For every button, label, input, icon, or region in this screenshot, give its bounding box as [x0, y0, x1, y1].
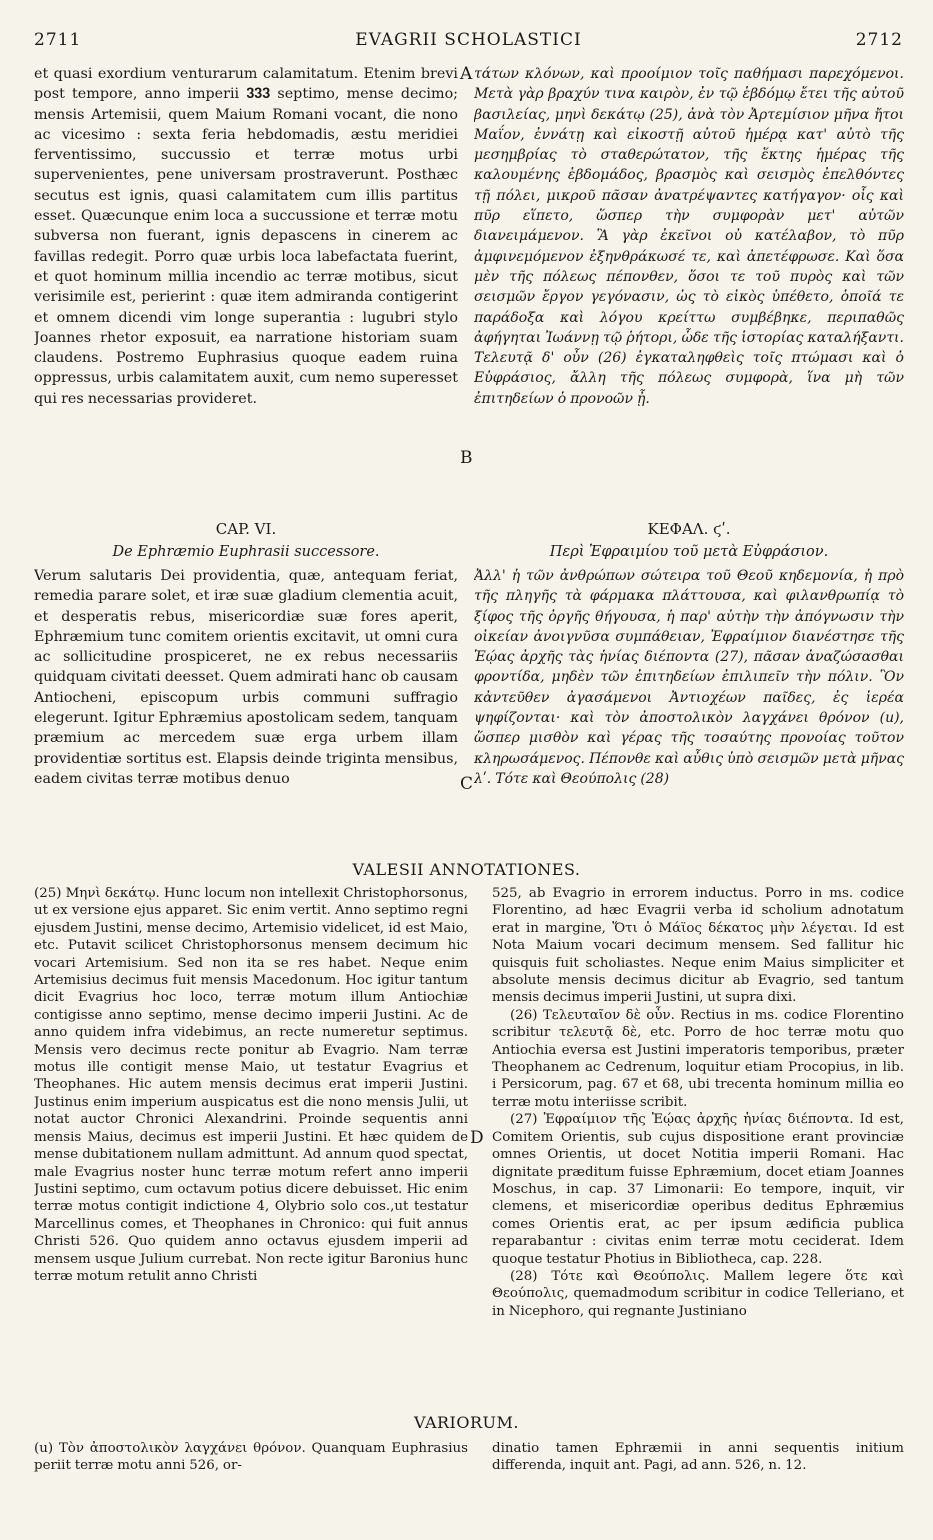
valesii-notes-left: (25) Μηνὶ δεκάτῳ. Hunc locum non intellexit Christophorsonus, ut ex versione ejus apparet. Sic enim vertit. Anno septimo regni ejusdem Justini, mense decimo, Artemisio videlicet, id est Maio, etc. Putavit scilicet Christophorsonus mensem decimum hic vocari Artemisium. Sed non ita se res habet. Neque enim Artemisius decimus fuit mensis Macedonum. Hoc igitur tantum dicit Evagrius hoc loco, terræ motum illum Antiochiæ contigisse anno septimo, mense decimo imperii Justini. Ac de anno quidem infra videbimus, an recte numeretur septimus. Mensis vero decimus recte ponitur ab Evagrio. Nam terræ motus ille contigit mense Maio, ut testatur Evagrius et Theophanes. Hic autem mensis decimus erat imperii Justini. Justinus enim imperium auspicatus est die nono mensis Julii, ut notat auctor Chronici Alexandrini. Proinde sequentis anni mensis Maius, decimus est imperii Justini. Et hæc quidem de mense dubitationem nullam admittunt. Ad annum quod spectat, male Evagrius noster hunc terræ motum refert anno imperii Justini septimo, cum octavum potius dicere debuisset. Hic enim terræ motus contigit indictione 4, Olybrio solo cos.,ut testatur Marcellinus comes, et Theophanes in Chronico: qui fuit annus Christi 526. Quo quidem anno octavus ejusdem imperii ad mensem usque Julium currebat. Non recte igitur Baronius hunc terræ motum retulit anno Christi	[34, 886, 468, 1284]
valesii-notes-right	[492, 885, 904, 1407]
right-page-number: 2712	[855, 30, 903, 50]
variorum-note-right: dinatio tamen Ephræmii in anni sequentis initium differenda, inquit ant. Pagi, ad ann. 526, n. 12.	[492, 1441, 904, 1474]
latin-chapter-subtitle: De Ephræmio Euphrasii successore.	[112, 544, 380, 560]
margin-letter-a: A	[460, 64, 473, 84]
note-25-continued: 525, ab Evagrio in errorem inductus. Porro in ms. codice Florentino, ad hæc Evagrii verba id scholium adnotatum erat in margine, Ὅτι ὁ Μάϊος δέκατος μὴν λέγεται. Id est Nota Maium vocari decimum mensem. Sed fallitur hic quisquis fuit scholiastes. Neque enim Maius simpliciter et absolute mensis decimus dicitur ab Evagrio, sed tantum mensis decimus imperii Justini, ut supra dixi.	[492, 886, 904, 1006]
margin-letter-b: B	[460, 448, 473, 468]
margin-letter-c: C	[460, 774, 474, 794]
margin-letter-d: D	[470, 1128, 484, 1148]
valesii-heading: VALESII ANNOTATIONES.	[352, 860, 581, 879]
greek-column-top: τάτων κλόνων, καὶ προοίμιον τοῖς παθήμασι παρεχόμενοι. Μετὰ γὰρ βραχύν τινα καιρὸν, ἐν τῷ ἑβδόμῳ ἔτει τῆς αὐτοῦ βασιλείας, μηνὶ δεκάτῳ (25), ἀνὰ τὸν Ἀρτεμίσιον μῆνα ἤτοι Μαΐον, ἐννάτῃ καὶ εἰκοστῇ αὐτοῦ ἡμέρᾳ κατ' αὐτὸ τῆς μεσημβρίας τὸ σταθερώτατον, τῆς ἕκτης ἡμέρας τῆς καλουμένης ἑβδομάδος, βρασμὸς καὶ σεισμὸς ἐπελθόντες τῇ πόλει, μικροῦ πᾶσαν ἀνατρέψαντες κατήγαγον· οἷς καὶ πῦρ εἵπετο, ὥσπερ τὴν συμφορὰν μετ' αὐτῶν διανειμάμενον. Ἃ γὰρ ἐκεῖνοι οὐ κατέλαβον, τὸ πῦρ ἀμφινεμόμενον ἐξηνθράκωσέ τε, καὶ ἀπετέφρωσε. Καὶ ὅσα μὲν τῆς πόλεως πέπονθεν, ὅσοι τε τοῦ πυρὸς καὶ τῶν σεισμῶν ἔργον γεγόνασιν, ὡς τὸ εἰκὸς ὑπέθετο, ὁποῖά τε παράδοξα καὶ λόγου κρείττω συμβέβηκε, περιπαθῶς ἀφήγηται Ἰωάννῃ τῷ ῥήτορι, ὧδε τῆς ἱστορίας καταλήξαντι. Τελευτᾷ δ' οὖν (26) ἐγκαταληφθεὶς τοῖς πτώμασι καὶ ὁ Εὐφράσιος, ἄλλη τῆς πόλεως συμφορὰ, ἵνα μὴ τῶν ἐπιτηδείων ὁ προνοῶν ᾖ.	[474, 66, 904, 407]
note-26: (26) Τελευταῖον δὲ οὖν. Rectius in ms. codice Florentino scribitur τελευτᾷ δὲ, etc. Porro de hoc terræ motu quo Antiochia eversa est Justini imperatoris temporibus, præter Theophanem ac Cedrenum, loquitur etiam Procopius, in lib. i Persicorum, pag. 67 et 68, ubi trecenta hominum millia eo terræ motu interiisse scribit.	[492, 1007, 904, 1110]
latin-chapter-title: CAP. VI.	[215, 520, 277, 538]
variorum-note-left: (u) Τὸν ἀποστολικὸν λαγχάνει θρόνον. Quanquam Euphrasius periit terræ motu anni 526, or-	[34, 1441, 468, 1474]
greek-chapter-subtitle: Περὶ Ἐφραιμίου τοῦ μετὰ Εὐφράσιον.	[549, 544, 829, 560]
page-header	[34, 30, 903, 56]
variorum-heading: VARIORUM.	[413, 1413, 519, 1432]
note-27: (27) Ἐφραίμιον τῆς Ἑῴας ἀρχῆς ἡνίας διέποντα. Id est, Comitem Orientis, sub cujus dispositione erant provinciæ omnes Orientis, ut docet Notitia imperii Romani. Hac dignitate præditum fuisse Ephræmium, docet etiam Joannes Moschus, in cap. 37 Limonarii: Eo tempore, inquit, vir clemens, et misericordiæ operibus deditus Ephræmius comes Orientis erat, ac per ipsum ædificia publica reparabantur : civitas enim terræ motu ceciderat. Idem quoque testatur Photius in Bibliotheca, cap. 228.	[492, 1112, 904, 1267]
latin-column-top: et quasi exordium venturarum calamitatum. Etenim brevi post tempore, anno imperii 𝟑𝟑𝟑 septimo, mense decimo; mensis Artemisii, quem Maium Romani vocant, die nono ac vicesimo : sexta feria hebdomadis, æstu meridiei ferventissimo, succussio et terræ motus urbi supervenientes, pene universam prostraverunt. Posthæc secutus est ignis, quasi calamitatem cum illis partitus esset. Quæcunque enim loca a succussione et terræ motu subversa non fuerant, ignis depascens in cinerem ac favillas redegit. Porro quæ urbis loca labefactata fuerint, et quot hominum millia incendio ac terræ motibus, sicut verisimile est, perierint : quæ item admiranda contigerint et omnem dicendi vim longe superantia : lugubri stylo Joannes rhetor exposuit, ea narratione historiam suam claudens. Postremo Euphrasius quoque eadem ruina oppressus, urbis calamitatem auxit, cum nemo superesset qui res necessarias provideret.	[34, 66, 458, 407]
latin-chapter-text: Verum salutaris Dei providentia, quæ, antequam feriat, remedia parare solet, et iræ suæ gladium clementia acuit, et desperatis rebus, misericordiæ suæ fores aperit, Ephræmium tunc comitem orientis excitavit, ut omni cura ac sollicitudine prospiceret, ne ex rebus necessariis quidquam civitati deesset. Quem admirati hanc ob causam Antiocheni, episcopum urbis communi suffragio elegerunt. Igitur Ephræmius apostolicam sedem, tanquam præmium ac mercedem suæ erga urbem illam providentiæ sortitus est. Elapsis deinde triginta mensibus, eadem civitas terræ motibus denuo	[34, 568, 458, 787]
note-28: (28) Τότε καὶ Θεούπολις. Mallem legere ὅτε καὶ Θεούπολις, quemadmodum scribitur in codice Telleriano, et in Nicephoro, qui regnante Justiniano	[492, 1268, 904, 1319]
greek-chapter-text: Ἀλλ' ἡ τῶν ἀνθρώπων σώτειρα τοῦ Θεοῦ κηδεμονία, ἡ πρὸ τῆς πληγῆς τὰ φάρμακα πλάττουσα, καὶ φιλανθρωπίᾳ τὸ ξίφος τῆς ὀργῆς θήγουσα, ἡ παρ' αὐτὴν τὴν ἀπόγνωσιν τὴν οἰκείαν ἀνοιγνῦσα συμπάθειαν, Ἐφραίμιον διανέστησε τῆς Ἑῴας ἀρχῆς τὰς ἡνίας διέποντα (27), πᾶσαν ἀναζώσασθαι φροντίδα, μηδὲν τῶν ἐπιτηδείων ἐπιλιπεῖν τὴν πόλιν. Ὃν κἀντεῦθεν ἀγασάμενοι Ἀντιοχέων παῖδες, ἐς ἱερέα ψηφίζονται· καὶ τὸν ἀποστολικὸν λαγχάνει θρόνον (u), ὥσπερ μισθὸν καὶ γέρας τῆς τοσαύτης προνοίας τοῦτον κληρωσάμενος. Πέπονθε καὶ αὖθις ὑπὸ σεισμῶν μετὰ μῆνας λʹ. Τότε καὶ Θεούπολις (28)	[474, 568, 904, 787]
greek-chapter-title: ΚΕΦΑΛ. ϛʹ.	[647, 520, 731, 538]
running-title: EVAGRII SCHOLASTICI	[355, 30, 582, 50]
left-page-number: 2711	[34, 30, 82, 50]
